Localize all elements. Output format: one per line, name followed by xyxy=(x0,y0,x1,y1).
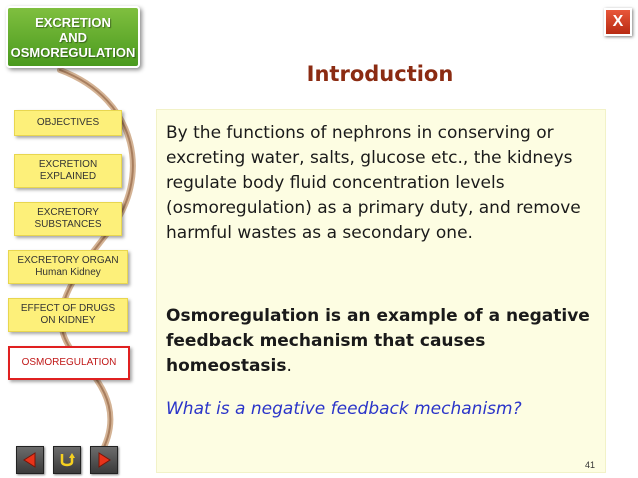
sidebar-item-label: OSMOREGULATION xyxy=(21,357,117,368)
sidebar-item-label: ON KIDNEY xyxy=(40,315,96,326)
sidebar-item-excretion-explained[interactable] xyxy=(14,154,122,188)
sidebar-item-label: EXPLAINED xyxy=(39,171,97,182)
sidebar-item-effect-of-drugs[interactable] xyxy=(8,298,128,332)
title-line-1: EXCRETION xyxy=(35,14,111,30)
title-line-2: AND xyxy=(58,29,88,45)
sidebar-item-label: OBJECTIVES xyxy=(36,117,100,128)
close-button[interactable] xyxy=(604,8,632,36)
sidebar-item-label: EXCRETORY ORGAN xyxy=(17,255,119,266)
topic-title-badge[interactable] xyxy=(6,6,140,68)
key-statement-text: Osmoregulation is an example of a negative feedback mechanism that causes homeostasis xyxy=(166,306,590,376)
key-statement-period: . xyxy=(286,356,292,376)
sidebar-item-objectives[interactable] xyxy=(14,110,122,136)
sidebar-item-excretory-organ[interactable] xyxy=(8,250,128,284)
intro-paragraph: By the functions of nephrons in conserving or excreting water, salts, glucose etc., the kidneys regulate body fluid concentration levels (osmoregulation) as a primary duty, and remove harmful wastes as a secondary one. xyxy=(166,123,581,243)
previous-button[interactable] xyxy=(16,446,44,474)
sidebar-item-label: SUBSTANCES xyxy=(34,219,102,230)
sidebar-item-label: EXCRETION xyxy=(38,159,98,170)
title-line-3: OSMOREGULATION xyxy=(10,44,136,60)
page-title: Introduction xyxy=(306,62,454,86)
sidebar-item-label: Human Kidney xyxy=(35,267,101,278)
question-text: What is a negative feedback mechanism? xyxy=(166,399,522,419)
return-icon xyxy=(58,451,76,469)
key-statement xyxy=(166,304,606,379)
left-arrow-icon xyxy=(21,451,39,469)
return-button[interactable] xyxy=(53,446,81,474)
right-arrow-icon xyxy=(95,451,113,469)
sidebar-item-excretory-substances[interactable] xyxy=(14,202,122,236)
sidebar-item-osmoregulation[interactable] xyxy=(8,346,130,380)
close-icon: X xyxy=(612,13,624,30)
page-number: 41 xyxy=(585,460,596,470)
next-button[interactable] xyxy=(90,446,118,474)
sidebar-item-label: EXCRETORY xyxy=(37,207,99,218)
sidebar-item-label: EFFECT OF DRUGS xyxy=(20,303,116,314)
